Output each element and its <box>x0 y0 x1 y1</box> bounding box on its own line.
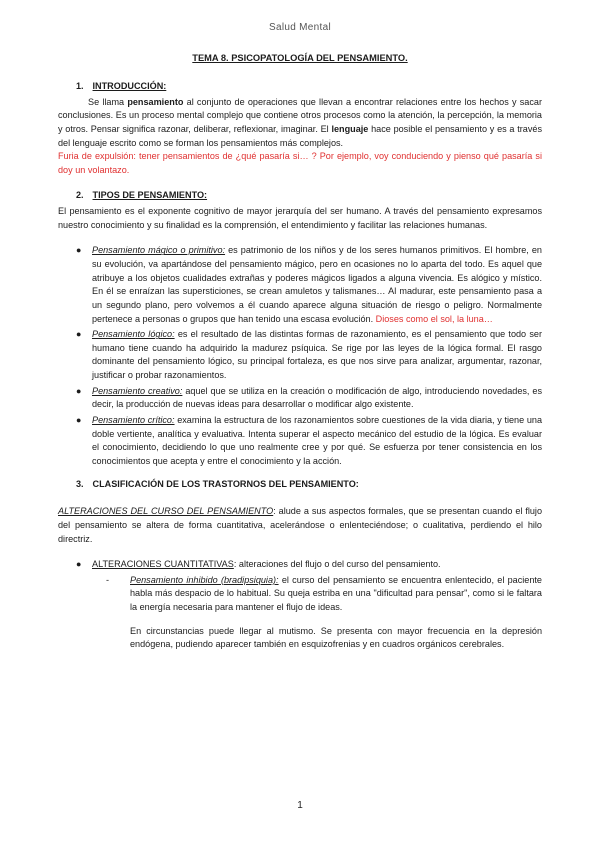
intro-term-lenguaje: lenguaje <box>331 123 369 134</box>
text-bradipsiquia: el curso del pensamiento se encuentra enlentecido, el paciente habla más despacio de lo habitual. Su queja estriba en una "dificultad para pensar", como si le faltara la energía necesaria para mantener el flujo de ideas. <box>130 574 542 613</box>
alteraciones-curso-paragraph <box>58 505 542 546</box>
section-1-heading <box>58 80 542 94</box>
bradipsiquia-paragraph-2: En circunstancias puede llegar al mutismo. Se presenta con mayor frecuencia en la depresión endógena, pudiendo aparecer también en esquizofrenias y en cuadros orgánicos cerebrales. <box>130 625 542 650</box>
bullet-icon: ● <box>76 385 82 396</box>
text-critico: examina la estructura de los razonamientos sobre cuestiones de la vida diaria, y tiene una doble vertiente, analítica y evaluativa. Intenta superar el aspecto mecánico del estudio de la lógica. Es evaluar el conocimiento, decidiendo lo que uno realmente cree y por qué. Se esfuerza por tener consistencia en los conocimientos que acepta y entre el conocimiento y la acción. <box>92 415 542 466</box>
term-cuantitativas: ALTERACIONES CUANTITATIVAS <box>92 559 234 570</box>
section-3-number: 3. <box>76 478 84 489</box>
list-item <box>58 558 542 572</box>
bullet-icon: ● <box>76 415 82 426</box>
note-magico-red: Dioses como el sol, la luna… <box>375 313 493 324</box>
document-title: TEMA 8. PSICOPATOLOGÍA DEL PENSAMIENTO. <box>192 53 408 63</box>
page-header: Salud Mental <box>269 22 331 33</box>
intro-paragraph <box>58 96 542 151</box>
bullet-icon: ● <box>76 559 82 570</box>
intro-text-e: hace posible el pensamiento y es a través del lenguaje escrito como se forman los pensamientos más complejos. <box>58 123 543 148</box>
section-2-title: TIPOS DE PENSAMIENTO: <box>92 190 208 201</box>
section-3-title: CLASIFICACIÓN DE LOS TRASTORNOS DEL PENSAMIENTO: <box>92 478 359 489</box>
text-creativo: aquel que se utiliza en la creación o modificación de algo, introduciendo novedades, es decir, la producción de nuevas ideas para desarrollar o modificar algo existente. <box>92 385 542 410</box>
subitem-bradipsiquia <box>106 574 542 615</box>
section-1-title: INTRODUCCIÓN: <box>92 80 167 91</box>
bullet-icon: ● <box>76 329 82 340</box>
dash-marker: - <box>106 574 110 585</box>
intro-note-red: Furia de expulsión: tener pensamientos de ¿qué pasaría si… ? Por ejemplo, voy conduciendo y pienso qué pasaría si doy un volantazo. <box>58 151 542 175</box>
text-magico: es patrimonio de los niños y de los seres humanos primitivos. El hombre, en su evolución, va apartándose del pensamiento mágico, pero en ocasiones no lo aparta del todo. Es aquel que atribuye a los objetos cualidades extrañas y poderes mágicos ligados a alguna vivencia. Es alógico y místico. En él se enraízan las supersticiones, se crean amuletos y talismanes… Al madurar, este pensamiento pasa a un segundo plano, pero volvemos a él cuando aparece alguna situación de riesgo o peligro. Normalmente pertenece a personas o grupos que han tenido una escasa evolución. <box>92 245 542 324</box>
page-number: 1 <box>297 800 303 811</box>
thought-types-list <box>58 244 542 468</box>
term-logico: Pensamiento lógico: <box>92 329 175 340</box>
page-content <box>58 52 542 652</box>
intro-term-pensamiento: pensamiento <box>127 96 184 107</box>
section-1-number: 1. <box>76 80 84 91</box>
term-bradipsiquia: Pensamiento inhibido (bradipsiquia): <box>130 574 279 585</box>
section-2-heading <box>58 189 542 203</box>
list-item <box>58 385 542 412</box>
list-item <box>58 414 542 469</box>
term-alteraciones-curso: ALTERACIONES DEL CURSO DEL PENSAMIENTO <box>58 506 274 517</box>
term-critico: Pensamiento crítico: <box>92 415 175 426</box>
intro-text-c: al conjunto de operaciones que llevan a encontrar relaciones entre los hechos y sacar conclusiones. Es un proceso mental complejo que contiene otros procesos como la atención, la percepción, la memoria y otros. Pensar significa razonar, deliberar, reflexionar, imaginar. El <box>58 96 542 134</box>
term-creativo: Pensamiento creativo: <box>92 385 183 396</box>
term-magico: Pensamiento mágico o primitivo: <box>92 245 226 256</box>
list-item <box>58 244 542 326</box>
text-logico: es el resultado de las distintas formas de razonamiento, es el pensamiento que todo ser humano tiene cuando ha adquirido la madurez psíquica. Se rige por las leyes de la lógica formal. El rasgo dominante del pensamiento lógico, su principal fortaleza, es que nos sirve para analizar, argumentar, razonar, justificar o probar razonamientos. <box>92 329 542 381</box>
text-alteraciones-curso: : alude a sus aspectos formales, que se presentan cuando el flujo del pensamiento se altera de forma cuantitativa, acelerándose o enlenteciéndose; o cualitativa, perdiendo el hilo directriz. <box>58 506 543 544</box>
intro-text-a: Se llama <box>88 96 128 107</box>
types-intro-paragraph: El pensamiento es el exponente cognitivo de mayor jerarquía del ser humano. A través del pensamiento expresamos nuestro conocimiento y su finalidad es la comprensión, el entendimiento y facilitar las relaciones humanas. <box>58 206 542 230</box>
alteraciones-list <box>58 558 542 572</box>
text-cuantitativas: : alteraciones del flujo o del curso del pensamiento. <box>233 559 441 570</box>
list-item <box>58 328 542 383</box>
bullet-icon: ● <box>76 245 82 256</box>
section-2-number: 2. <box>76 190 84 201</box>
section-3-heading <box>58 478 542 492</box>
